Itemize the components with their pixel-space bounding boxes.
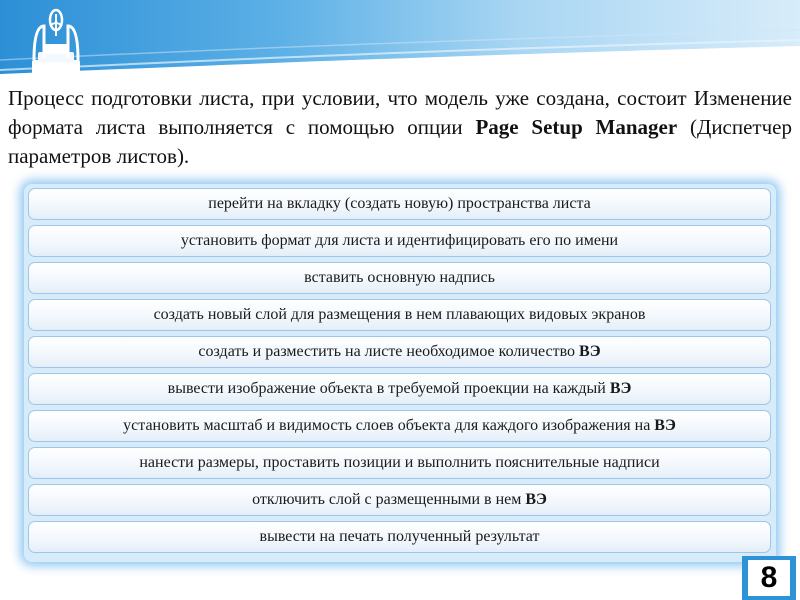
- step-item: [28, 447, 771, 479]
- step-item: [28, 410, 771, 442]
- step-bold-term: ВЭ: [525, 491, 547, 508]
- step-bold-term: ВЭ: [654, 417, 676, 434]
- page-number: 8: [748, 560, 790, 596]
- step-item: [28, 262, 771, 294]
- step-text: перейти на вкладку (создать новую) пространства листа: [208, 195, 591, 212]
- step-text: вывести на печать полученный результат: [259, 528, 540, 545]
- university-emblem-icon: [30, 6, 82, 78]
- step-item: [28, 336, 771, 368]
- header-band: [0, 0, 800, 80]
- step-text: установить масштаб и видимость слоев объекта для каждого изображения на: [123, 417, 651, 434]
- header-wave-decoration: [0, 0, 800, 80]
- intro-bold-term: Page Setup Manager: [475, 115, 678, 139]
- step-item: [28, 299, 771, 331]
- step-text: отключить слой с размещенными в нем: [252, 491, 522, 508]
- step-bold-term: ВЭ: [579, 343, 601, 360]
- step-item: [28, 484, 771, 516]
- step-text: создать и разместить на листе необходимое количество: [198, 343, 576, 360]
- step-text: создать новый слой для размещения в нем плавающих видовых экранов: [153, 306, 646, 323]
- intro-paragraph: [8, 84, 792, 171]
- step-item: [28, 521, 771, 553]
- steps-panel: [24, 184, 776, 562]
- step-item: [28, 188, 771, 220]
- page-number-badge: [742, 556, 796, 600]
- step-item: [28, 225, 771, 257]
- step-text: нанести размеры, проставить позиции и выполнить пояснительные надписи: [139, 454, 660, 471]
- step-text: вывести изображение объекта в требуемой проекции на каждый: [167, 380, 606, 397]
- step-text: вставить основную надпись: [304, 269, 495, 286]
- step-item: [28, 373, 771, 405]
- step-text: установить формат для листа и идентифицировать его по имени: [180, 232, 619, 249]
- step-bold-term: ВЭ: [609, 380, 632, 397]
- intro-text-before: Процесс подготовки листа, при условии, что модель уже создана, состоит Изменение формата листа выполняется с помощью опции: [8, 86, 792, 139]
- intro-text-after: (Диспетчер параметров листов).: [8, 115, 792, 168]
